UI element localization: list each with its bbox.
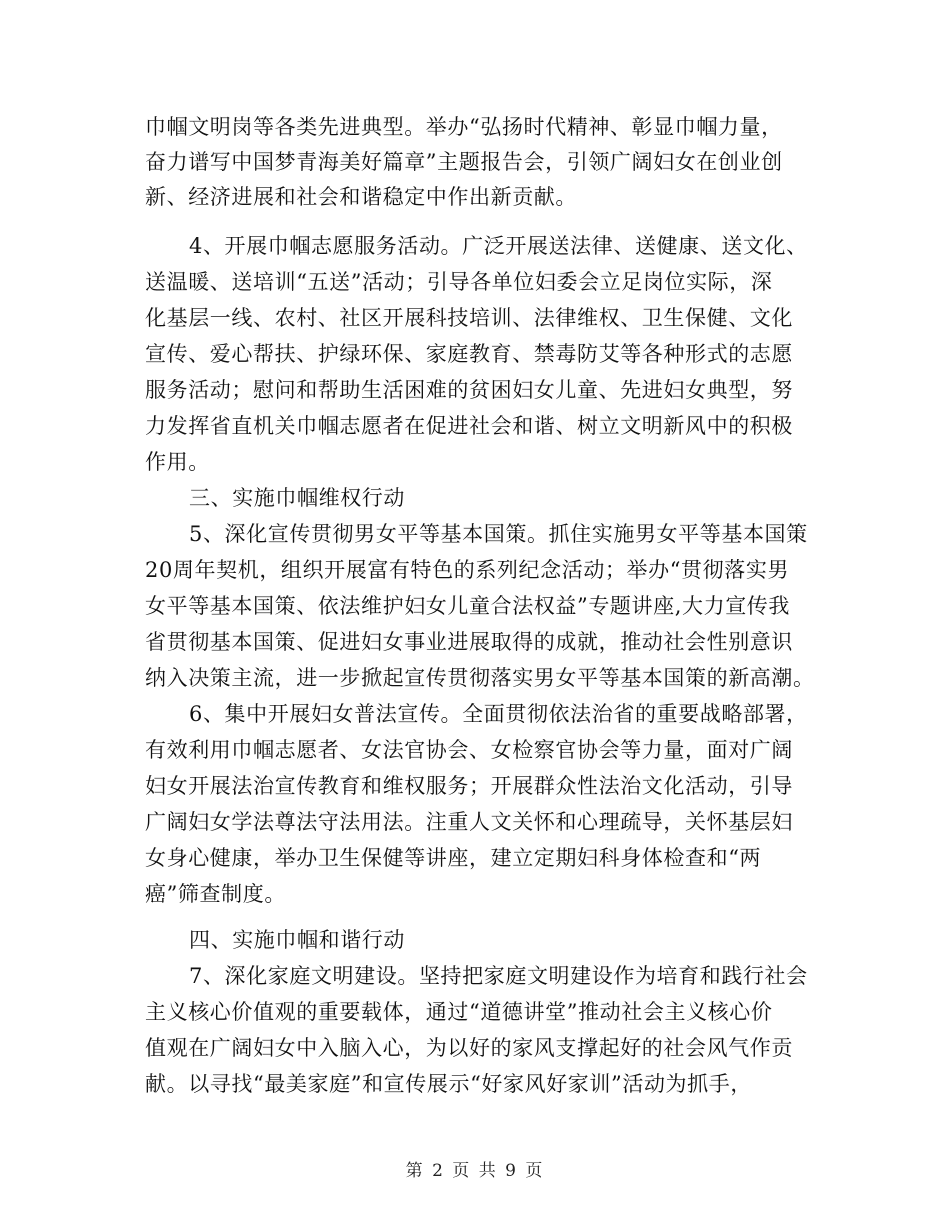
paragraph-line: 献。以寻找“最美家庭”和宣传展示“好家风好家训”活动为抓手， bbox=[145, 1072, 752, 1096]
paragraph-line: 7、深化家庭文明建设。坚持把家庭文明建设作为培育和践行社会 bbox=[189, 964, 808, 988]
paragraph-line: 奋力谱写中国梦青海美好篇章”主题报告会，引领广阔妇女在创业创 bbox=[145, 150, 783, 174]
paragraph-line: 宣传、爱心帮扶、护绿环保、家庭教育、禁毒防艾等各种形式的志愿 bbox=[145, 342, 793, 366]
paragraph-line: 送温暖、送培训“五送”活动；引导各单位妇委会立足岗位实际，深 bbox=[145, 270, 773, 294]
paragraph-line: 省贯彻基本国策、促进妇女事业进展取得的成就，推动社会性别意识 bbox=[145, 630, 793, 654]
paragraph-line: 4、开展巾帼志愿服务活动。广泛开展送法律、送健康、送文化、 bbox=[189, 234, 808, 258]
paragraph-line: 5、深化宣传贯彻男女平等基本国策。抓住实施男女平等基本国策 bbox=[189, 522, 808, 546]
paragraph-line: 纳入决策主流，进一步掀起宣传贯彻落实男女平等基本国策的新高潮。 bbox=[145, 666, 815, 690]
paragraph-line: 20周年契机，组织开展富有特色的系列纪念活动；举办“贯彻落实男 bbox=[145, 558, 790, 582]
paragraph-line: 巾帼文明岗等各类先进典型。举办“弘扬时代精神、彰显巾帼力量， bbox=[145, 115, 783, 139]
paragraph-line: 女身心健康，举办卫生保健等讲座，建立定期妇科身体检查和“两 bbox=[145, 846, 762, 870]
paragraph-line: 广阔妇女学法尊法守法用法。注重人文关怀和心理疏导，关怀基层妇 bbox=[145, 810, 793, 834]
paragraph-line: 化基层一线、农村、社区开展科技培训、法律维权、卫生保健、文化 bbox=[145, 306, 793, 330]
paragraph-line: 6、集中开展妇女普法宣传。全面贯彻依法治省的重要战略部署， bbox=[189, 702, 808, 726]
paragraph-line: 新、经济进展和社会和谐稳定中作出新贡献。 bbox=[145, 185, 577, 209]
paragraph-line: 服务活动；慰问和帮助生活困难的贫困妇女儿童、先进妇女典型，努 bbox=[145, 378, 793, 402]
paragraph-line: 妇女开展法治宣传教育和维权服务；开展群众性法治文化活动，引导 bbox=[145, 774, 793, 798]
paragraph-line: 主义核心价值观的重要载体，通过“道德讲堂”推动社会主义核心价 bbox=[145, 1000, 773, 1024]
page-footer: 第 2 页 共 9 页 bbox=[405, 1161, 545, 1181]
paragraph-line: 四、实施巾帼和谐行动 bbox=[189, 928, 405, 952]
paragraph-line: 作用。 bbox=[145, 450, 210, 474]
paragraph-line: 值观在广阔妇女中入脑入心，为以好的家风支撑起好的社会风气作贡 bbox=[145, 1036, 793, 1060]
paragraph-line: 癌”筛查制度。 bbox=[145, 882, 286, 906]
paragraph-line: 有效利用巾帼志愿者、女法官协会、女检察官协会等力量，面对广阔 bbox=[145, 738, 793, 762]
paragraph-line: 三、实施巾帼维权行动 bbox=[189, 486, 405, 510]
paragraph-line: 力发挥省直机关巾帼志愿者在促进社会和谐、树立文明新风中的积极 bbox=[145, 414, 793, 438]
paragraph-line: 女平等基本国策、依法维护妇女儿童合法权益”专题讲座,大力宣传我 bbox=[145, 594, 791, 618]
